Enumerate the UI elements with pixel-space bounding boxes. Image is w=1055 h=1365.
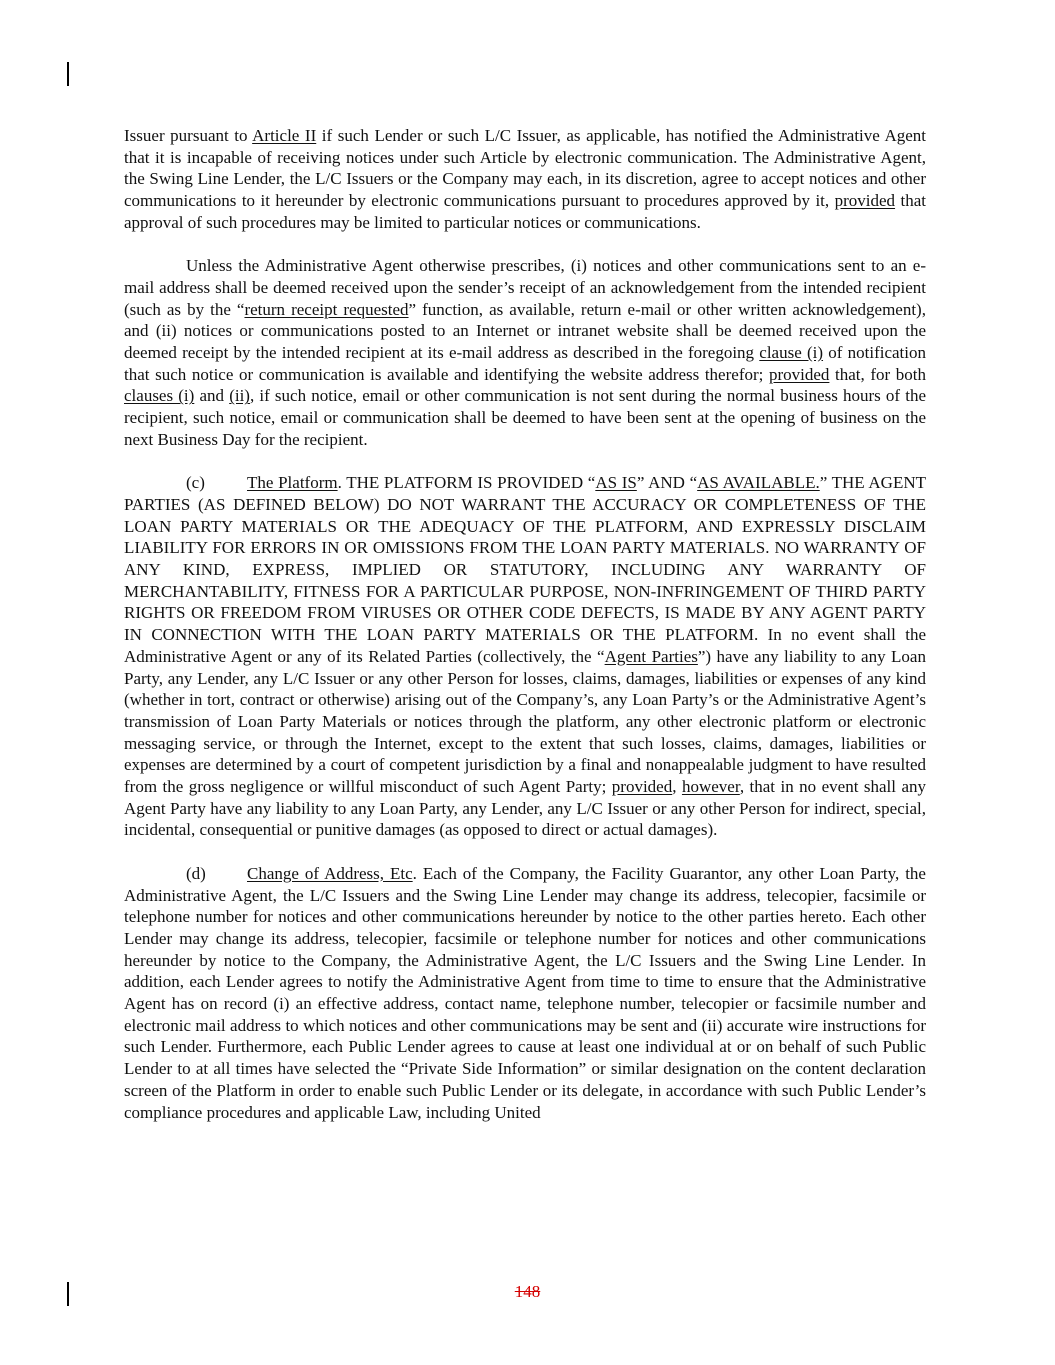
document-body: [124, 125, 926, 1145]
paragraph-email-receipt: Unless the Administrative Agent otherwise prescribes, (i) notices and other communications sent to an e-mail address shall be deemed received upon the sender’s receipt of an acknowledgement from the intended recipient (such as by the “return receipt requested” function, as available, return e-mail or other written acknowledgement), and (ii) notices or communications posted to an Internet or intranet website shall be deemed received upon the deemed receipt by the intended recipient at its e-mail address as described in the foregoing clause (i) of notification that such notice or communication is available and identifying the website address therefor; provided that, for both clauses (i) and (ii), if such notice, email or other communication is not sent during the normal business hours of the recipient, such notice, email or communication shall be deemed to have been sent at the opening of business on the next Business Day for the recipient.: [124, 256, 927, 449]
heading-the-platform: The Platform: [247, 473, 338, 493]
paragraph-d-change-of-address: (d) Change of Address, Etc. Each of the Company, the Facility Guarantor, any other Loan Party, the Administrative Agent, the L/C Issuers and the Swing Line Lender may change its address, telecopier, facsimile or telephone number for notices and other communications hereunder by notice to the other parties hereto. Each other Lender may change its address, telecopier, facsimile or telephone number for notices and other communications hereunder by notice to the Company, the Administrative Agent, the L/C Issuers and the Swing Line Lender. In addition, each Lender agrees to notify the Administrative Agent from time to time to ensure that the Administrative Agent has on record (i) an effective address, contact name, telephone number, telecopier or facsimile number and electronic mail address to which notices and other communications may be sent and (ii) accurate wire instructions for such Lender. Furthermore, each Public Lender agrees to cause at least one individual at or on behalf of such Public Lender to at all times have selected the “Private Side Information” or similar designation on the content declaration screen of the Platform in order to enable such Public Lender or its delegate, in accordance with such Public Lender’s compliance procedures and applicable Law, including United: [124, 863, 926, 1122]
revision-change-bar-top: [67, 62, 69, 86]
paragraph-notices-electronic: Issuer pursuant to Article II if such Lender or such L/C Issuer, as applicable, has notified the Administrative Agent that it is incapable of receiving notices under such Article by electronic communication. The Administrative Agent, the Swing Line Lender, the L/C Issuers or the Company may each, in its discretion, agree to accept notices and other communications to it hereunder by electronic communications pursuant to procedures approved by it, provided that approval of such procedures may be limited to particular notices or communications.: [124, 126, 926, 232]
section-label-d: (d): [186, 863, 206, 883]
page-number: 148: [514, 1282, 541, 1301]
paragraph-c-the-platform: (c) The Platform. THE PLATFORM IS PROVIDED “AS IS” AND “AS AVAILABLE.” THE AGENT PARTIES (AS DEFINED BELOW) DO NOT WARRANT THE ACCURACY OR COMPLETENESS OF THE LOAN PARTY MATERIALS OR THE ADEQUACY OF THE PLATFORM, AND EXPRESSLY DISCLAIM LIABILITY FOR ERRORS IN OR OMISSIONS FROM THE LOAN PARTY MATERIALS. NO WARRANTY OF ANY KIND, EXPRESS, IMPLIED OR STATUTORY, INCLUDING ANY WARRANTY OF MERCHANTABILITY, FITNESS FOR A PARTICULAR PURPOSE, NON-INFRINGEMENT OF THIRD PARTY RIGHTS OR FREEDOM FROM VIRUSES OR OTHER CODE DEFECTS, IS MADE BY ANY AGENT PARTY IN CONNECTION WITH THE LOAN PARTY MATERIALS OR THE PLATFORM. In no event shall the Administrative Agent or any of its Related Parties (collectively, the “Agent Parties”) have any liability to any Loan Party, any Lender, any L/C Issuer or any other Person for losses, claims, damages, liabilities or expenses of any kind (whether in tort, contract or otherwise) arising out of the Company’s, any Loan Party’s or the Administrative Agent’s transmission of Loan Party Materials or notices through the platform, any other electronic platform or electronic messaging service, or through the Internet, except to the extent that such losses, claims, damages, liabilities or expenses are determined by a court of competent jurisdiction by a final and nonappealable judgment to have resulted from the gross negligence or willful misconduct of such Agent Party; provided, however, that in no event shall any Agent Party have any liability to any Loan Party, any Lender, any L/C Issuer or any other Person for indirect, special, incidental, consequential or punitive damages (as opposed to direct or actual damages).: [124, 473, 927, 840]
link-article-ii: Article II: [252, 126, 317, 145]
section-label-c: (c): [186, 473, 205, 493]
heading-change-of-address: Change of Address, Etc: [247, 863, 413, 883]
